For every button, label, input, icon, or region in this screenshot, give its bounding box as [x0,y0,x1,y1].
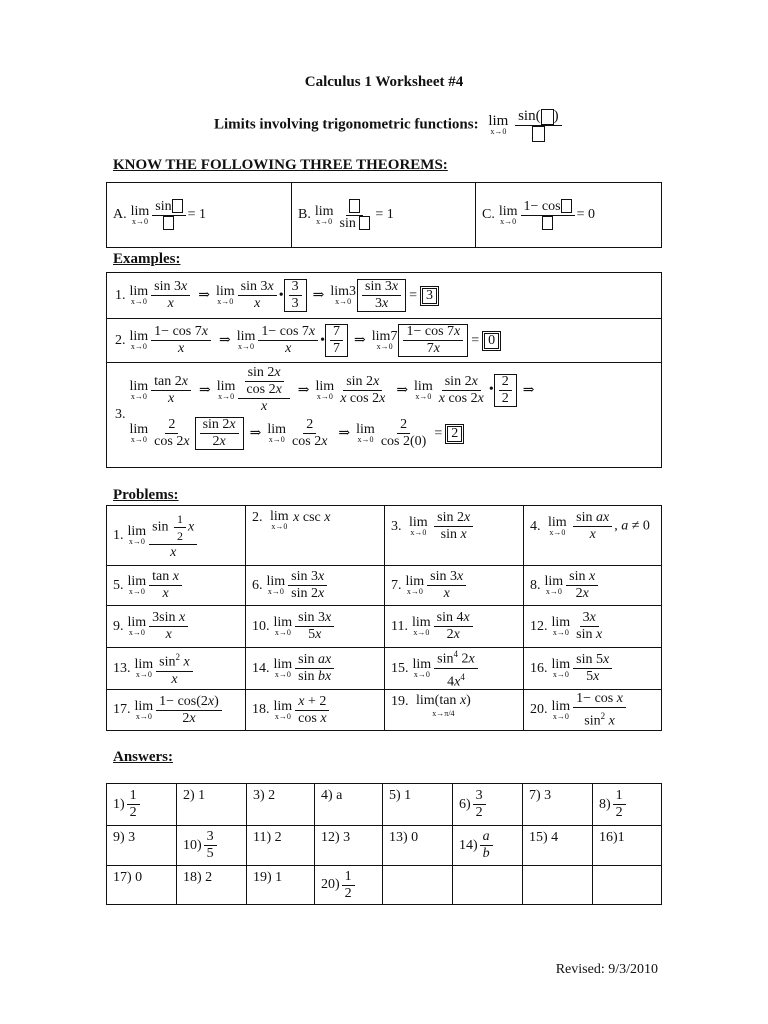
problem-11: 11. lim x→0 $\frac{\sin 4x}{2x}$ [385,606,524,648]
problem-20: 20. lim x→0 $\frac{\text{1− cos x}}{\sin^2 x}$ [524,690,661,730]
problem-5: 5. lim x→0 $\frac{\text{tan x}}{x}$ [107,566,246,606]
answer-17: 17) 0 [107,866,177,904]
answer-empty [453,866,523,904]
problem-2: 2. lim x→0 x csc x [246,506,385,566]
answer-19: 19) 1 [247,866,315,904]
problems-heading: Problems: [113,487,179,503]
problems-table [106,505,662,731]
problem-14: 14. lim x→0 $\frac{\text{sin ax}}{\text{sin bx}}$ [246,648,385,690]
answer-6: 6) $\frac{3}{2}$ [453,784,523,826]
problem-17: 17. lim x→0 $\frac{1- \cos(2x)}{2x}$ [107,690,246,730]
problem-15: 15. lim x→0 $\frac{\sin^4 2x}{4x^4}$ [385,648,524,690]
example-3: 3. lim x→0 $\frac{\tan 2x}{x}$ ⇒ lim x→0 $\frac{\frac{\sin 2x}{\cos 2x}}{x}$ ⇒ lim x→0 $\frac{\sin 2x}{\text{x cos 2x}}$ ⇒ lim x→0 $\frac{\sin 2x}{\text{x cos 2x}}$ • $\frac{2}{2}$ ⇒ lim x→0 $\frac{2}{\cos 2x}$ $\frac{\sin 2x}{2x}$ ⇒ lim x→0 $\frac{2}{\cos 2x}$ ⇒ lim x→0 $\frac{2}{\cos 2(0)}$ = 2 [115,365,535,449]
answer-2: 2) 1 [177,784,247,826]
answer-14: 14) $\frac{a}{b}$ [453,826,523,866]
theorem-c: C. lim x→0 1− cos = 0 [476,183,661,247]
problem-9: 9. lim x→0 $\frac{\text{3sin x}}{x}$ [107,606,246,648]
answer-11: 11) 2 [247,826,315,866]
answer-4: 4) a [315,784,383,826]
problem-6: 6. lim x→0 $\frac{\sin 3x}{\sin 2x}$ [246,566,385,606]
problem-4: 4. lim x→0 $\frac{\text{sin ax}}{x}$ , a ≠ 0 [524,506,661,566]
answer-5: 5) 1 [383,784,453,826]
answer-12: 12) 3 [315,826,383,866]
answers-heading: Answers: [113,749,173,765]
problem-12: 12. lim x→0 $\frac{3x}{\text{sin x}}$ [524,606,661,648]
answer-20: 20) $\frac{1}{2}$ [315,866,383,904]
answer-1: 1) $\frac{1}{2}$ [107,784,177,826]
example-2-answer: 0 [482,331,501,351]
answer-3: 3) 2 [247,784,315,826]
problem-18: 18. lim x→0 $\frac{x + 2}{\text{cos x}}$ [246,690,385,730]
subtitle-fraction: sin( ) [515,108,562,142]
answer-7: 7) 3 [523,784,593,826]
answer-18: 18) 2 [177,866,247,904]
answer-8: 8) $\frac{1}{2}$ [593,784,661,826]
subtitle-limit: lim x→0 [488,112,509,136]
problem-16: 16. lim x→0 $\frac{\sin 5x}{5x}$ [524,648,661,690]
answer-15: 15) 4 [523,826,593,866]
answer-10: 10) $\frac{3}{5}$ [177,826,247,866]
answer-9: 9) 3 [107,826,177,866]
answer-empty [593,866,661,904]
answer-13: 13) 0 [383,826,453,866]
theorems-heading: KNOW THE FOLLOWING THREE THEOREMS: [113,157,448,173]
answer-empty [383,866,453,904]
page-title: Calculus 1 Worksheet #4 [304,74,464,90]
problem-8: 8. lim x→0 $\frac{\text{sin x}}{2x}$ [524,566,661,606]
example-1: 1. lim x→0 $\frac{\sin 3x}{x}$ ⇒ lim x→0 $\frac{\sin 3x}{x}$ • $\frac{3}{3}$ ⇒ lim3 x→0 $\frac{\sin 3x}{3x}$ = 3 [107,273,661,319]
problem-7: 7. lim x→0 $\frac{\sin 3x}{x}$ [385,566,524,606]
subtitle-text: Limits involving trigonometric functions: [214,116,479,133]
problem-19: 19. lim(tan x) x→π/4 [385,690,524,730]
theorem-b: B. lim x→0 sin = 1 [292,183,476,247]
problem-13: 13. lim x→0 $\frac{\sin^2 x}{x}$ [107,648,246,690]
example-1-answer: 3 [420,286,439,306]
theorem-a: A. lim x→0 sin = 1 [107,183,292,247]
problem-3: 3. lim x→0 $\frac{\sin 2x}{\text{sin x}}$ [385,506,524,566]
blank-box-icon [541,109,554,125]
answer-empty [523,866,593,904]
answers-table [106,783,662,905]
problem-10: 10. lim x→0 $\frac{\sin 3x}{5x}$ [246,606,385,648]
problem-1: 1. lim x→0 sin $\frac{1}{2}$ x x [107,506,246,566]
examples-table [106,272,662,468]
example-3-answer: 2 [445,424,464,444]
revised-date: Revised: 9/3/2010 [555,962,658,977]
answer-16: 16)1 [593,826,661,866]
page-subtitle [214,108,564,142]
example-2: 2. lim x→0 $\frac{1- \cos 7x}{x}$ ⇒ lim x→0 $\frac{1- \cos 7x}{x}$ • $\frac{7}{7}$ ⇒ lim7 x→0 $\frac{1- \cos 7x}{7x}$ = 0 [107,319,661,363]
blank-box-icon [532,126,545,142]
theorems-table [106,182,662,248]
examples-heading: Examples: [113,251,181,267]
